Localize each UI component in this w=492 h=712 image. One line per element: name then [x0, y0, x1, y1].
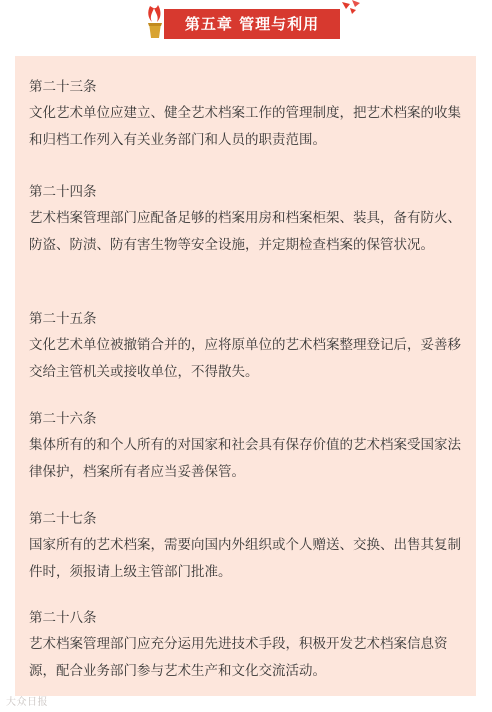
chapter-title: 第五章 管理与利用	[164, 9, 340, 39]
article-title: 第二十八条	[29, 610, 97, 626]
article-body: 文化艺术单位应建立、健全艺术档案工作的管理制度，把艺术档案的收集和归档工作列入有关业务部门和人员的职责范围。	[29, 105, 461, 148]
source-watermark: 大众日报	[6, 697, 48, 708]
article-title: 第二十七条	[29, 511, 97, 527]
article-title: 第二十三条	[29, 79, 97, 95]
ribbon-ornament-icon	[340, 0, 362, 14]
article-body: 艺术档案管理部门应配备足够的档案用房和档案柜架、装具，备有防火、防盗、防渍、防有害生物等安全设施，并定期检查档案的保管状况。	[29, 210, 461, 253]
article-title: 第二十四条	[29, 184, 97, 200]
article-27	[29, 509, 465, 586]
article-body: 艺术档案管理部门应充分运用先进技术手段，积极开发艺术档案信息资源，配合业务部门参与艺术生产和文化交流活动。	[29, 636, 448, 679]
article-26	[29, 409, 465, 486]
article-23	[29, 77, 465, 154]
article-body: 集体所有的和个人所有的对国家和社会具有保存价值的艺术档案受国家法律保护，档案所有者应当妥善保管。	[29, 437, 461, 480]
article-28	[29, 608, 465, 685]
articles-panel	[15, 56, 476, 696]
chapter-header	[0, 0, 492, 44]
article-25	[29, 309, 465, 386]
article-body: 文化艺术单位被撤销合并的，应将原单位的艺术档案整理登记后，妥善移交给主管机关或接收单位，不得散失。	[29, 337, 461, 380]
article-body: 国家所有的艺术档案，需要向国内外组织或个人赠送、交换、出售其复制件时，须报请上级主管部门批准。	[29, 537, 461, 580]
article-title: 第二十五条	[29, 311, 97, 327]
article-title: 第二十六条	[29, 411, 97, 427]
article-24	[29, 182, 465, 259]
